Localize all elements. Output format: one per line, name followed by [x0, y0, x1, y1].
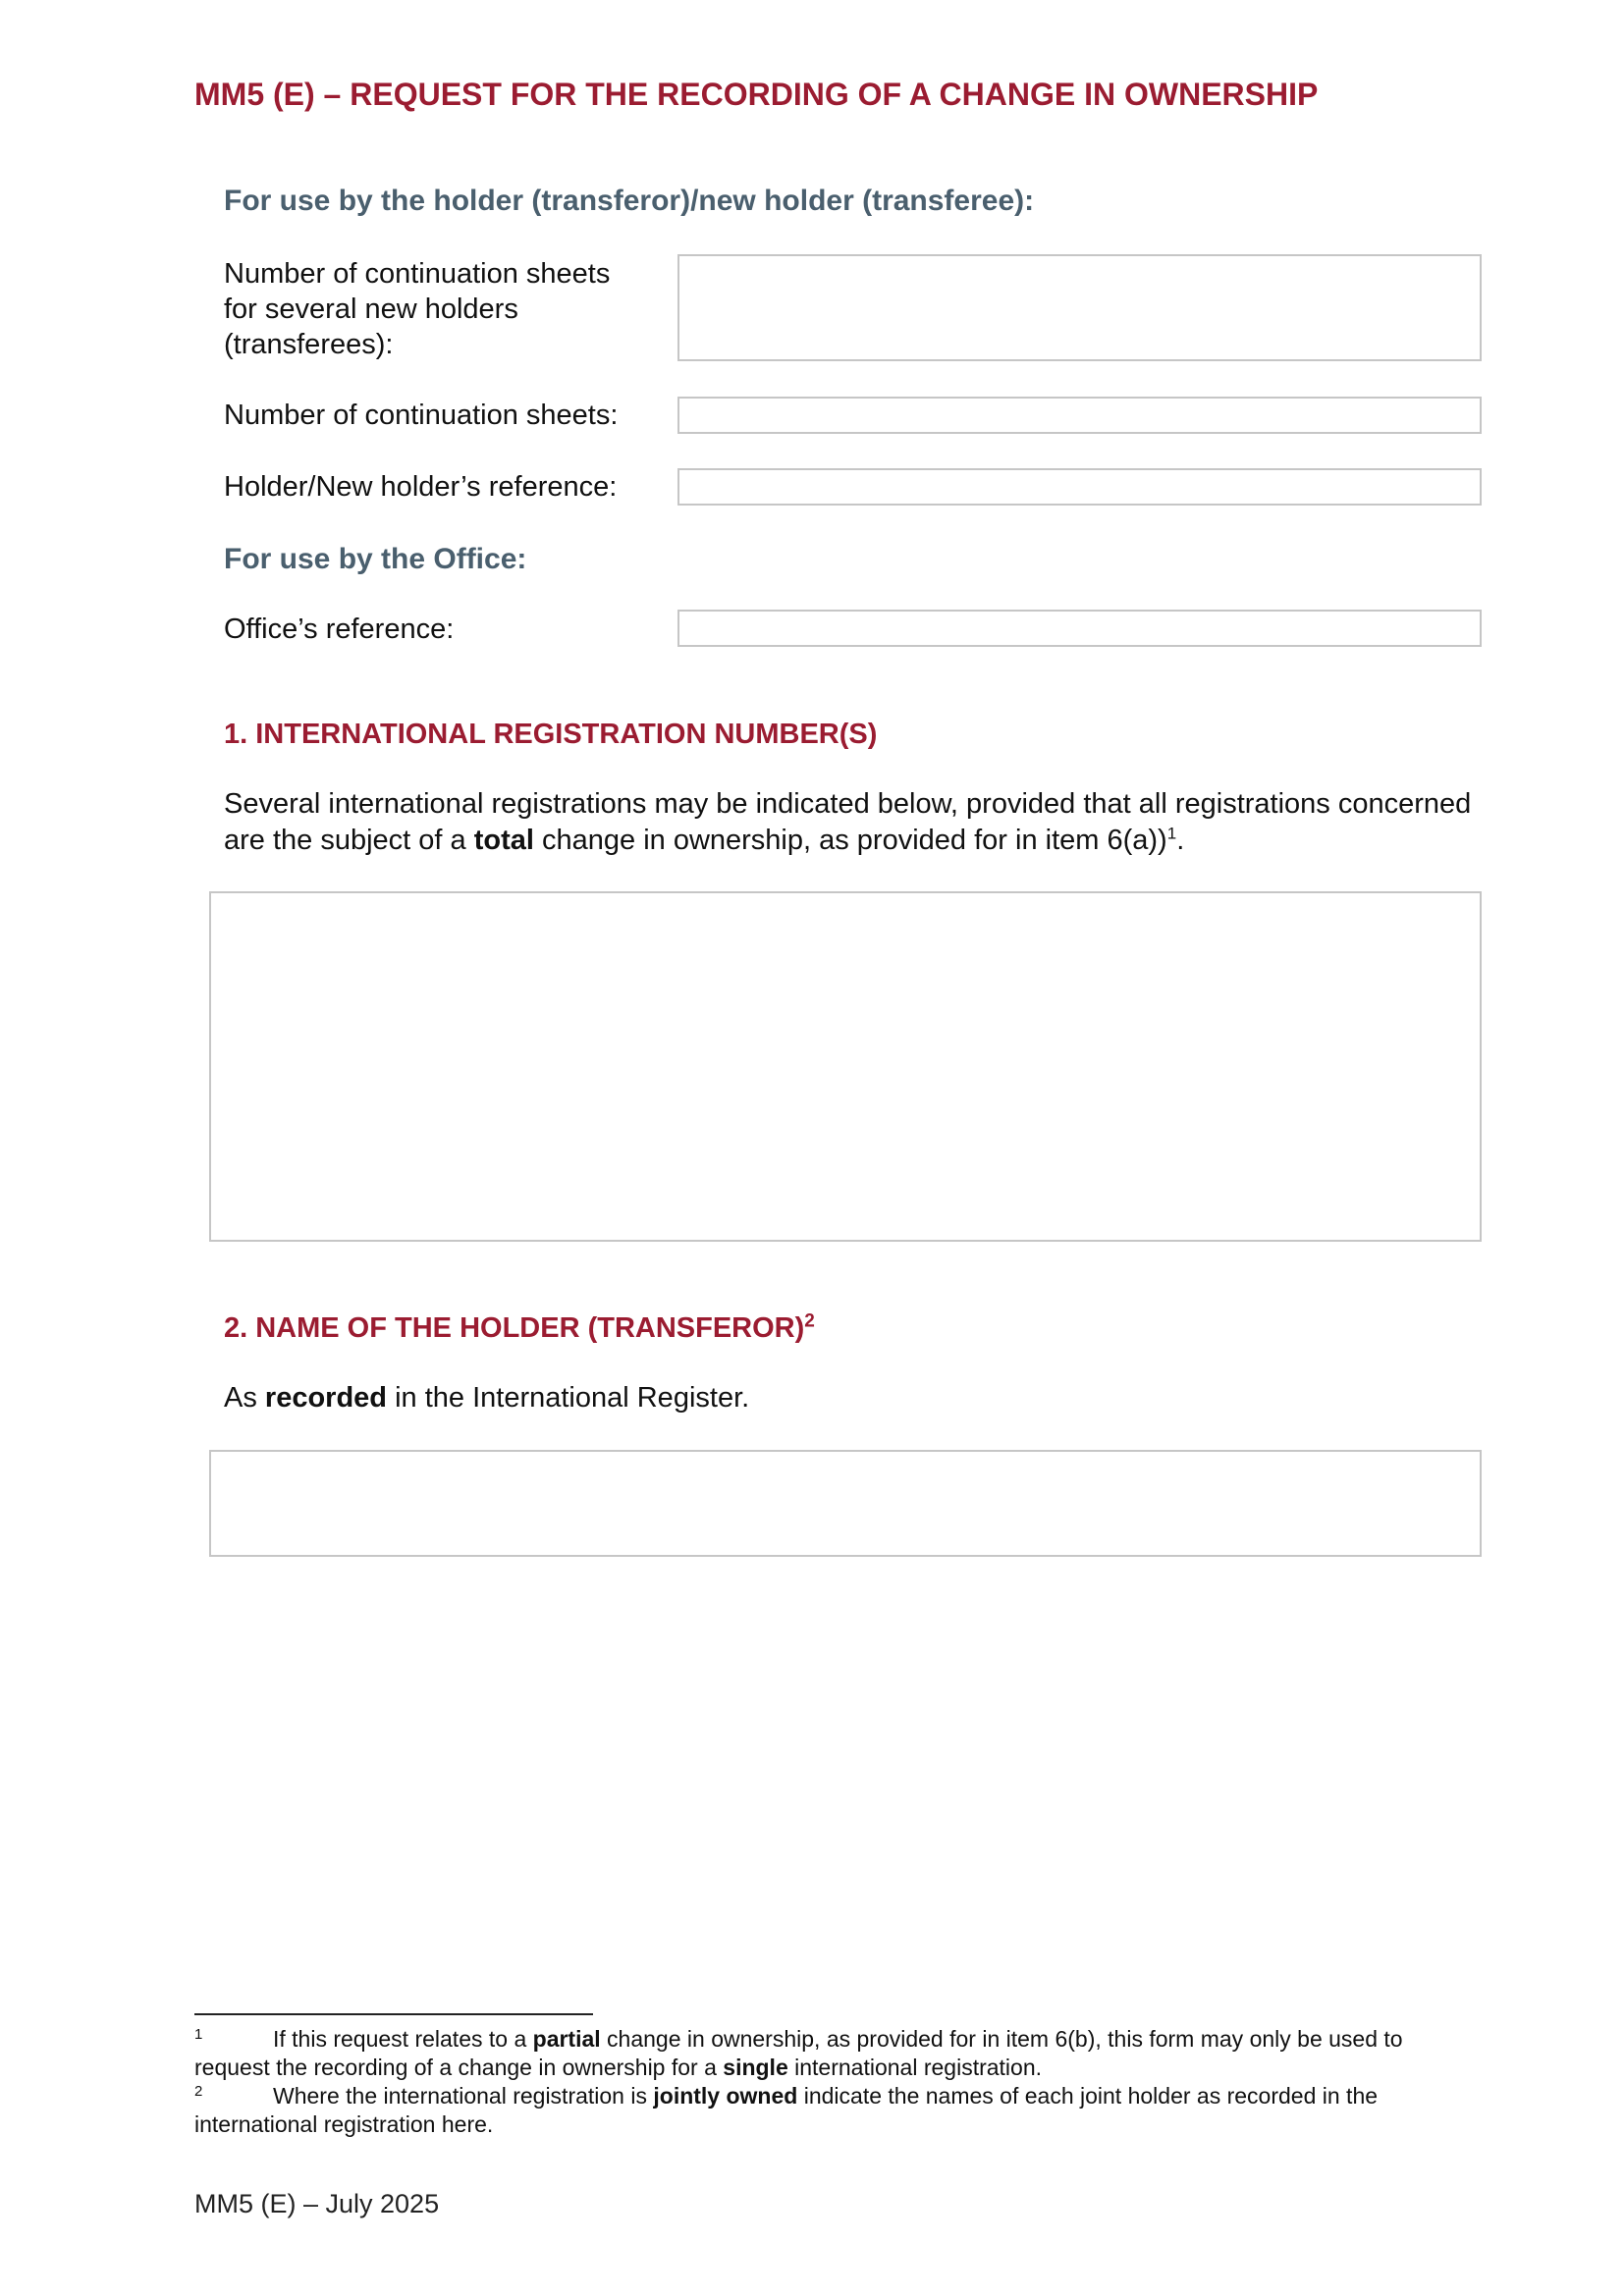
holder-reference-label: Holder/New holder’s reference:: [224, 471, 618, 503]
instruction-text: change in ownership, as provided for in item 6(a)): [533, 825, 1167, 856]
office-reference-label: Office’s reference:: [224, 614, 455, 645]
section-2-heading-text: 2. NAME OF THE HOLDER (TRANSFEROR): [224, 1312, 805, 1344]
footnote-emphasis: partial: [532, 2026, 601, 2052]
continuation-sheets-input[interactable]: [677, 397, 1482, 434]
emphasis-recorded: recorded: [264, 1382, 388, 1414]
emphasis-total: total: [473, 825, 534, 856]
footnote-text: Where the international registration is: [273, 2083, 654, 2109]
footnote-emphasis: jointly owned: [653, 2083, 798, 2109]
office-reference-input[interactable]: [677, 610, 1482, 647]
continuation-sheets-new-holders-input[interactable]: [677, 254, 1482, 361]
section-1-instructions: [224, 786, 1481, 859]
footnote-number: 1: [194, 2026, 203, 2043]
section-1-heading: 1. INTERNATIONAL REGISTRATION NUMBER(S): [224, 719, 878, 750]
instruction-text: in the International Register.: [387, 1382, 750, 1414]
holder-name-input[interactable]: [209, 1450, 1482, 1557]
footnote-2: [194, 2082, 1461, 2139]
footnote-ref-2[interactable]: 2: [804, 1310, 815, 1332]
label-line: (transferees):: [224, 329, 394, 360]
footnote-ref-1[interactable]: 1: [1166, 824, 1177, 843]
office-use-heading: For use by the Office:: [224, 543, 527, 575]
footnote-text: If this request relates to a: [273, 2026, 533, 2052]
holder-reference-input[interactable]: [677, 468, 1482, 506]
holder-use-heading: For use by the holder (transferor)/new holder (transferee):: [224, 185, 1035, 217]
footnote-emphasis: single: [723, 2055, 788, 2080]
continuation-sheets-label: Number of continuation sheets:: [224, 400, 619, 431]
continuation-sheets-new-holders-label: [224, 256, 656, 362]
instruction-text: As: [224, 1382, 265, 1414]
label-line: for several new holders: [224, 294, 518, 325]
footnote-number: 2: [194, 2083, 203, 2100]
footnote-text: indicate the names of each joint holder as recorded in the international registration here.: [194, 2083, 1379, 2137]
footnote-text: international registration.: [787, 2055, 1043, 2080]
section-2-instructions: [224, 1380, 749, 1416]
footnote-separator: [194, 2013, 593, 2015]
footnote-text: change in ownership, as provided for in item 6(b), this form may only be used to request the recording of a change in ownership for a: [194, 2026, 1403, 2080]
page-footer: MM5 (E) – July 2025: [194, 2189, 440, 2218]
section-2-heading: [224, 1312, 815, 1345]
instruction-text: .: [1176, 825, 1185, 856]
document-title: MM5 (E) – REQUEST FOR THE RECORDING OF A CHANGE IN OWNERSHIP: [194, 77, 1319, 112]
instruction-text: Several international registrations may be indicated below, provided that all registrations concerned are the subject of a: [224, 788, 1472, 856]
registration-numbers-input[interactable]: [209, 891, 1482, 1242]
label-line: Number of continuation sheets: [224, 258, 611, 290]
footnote-1: [194, 2025, 1461, 2082]
